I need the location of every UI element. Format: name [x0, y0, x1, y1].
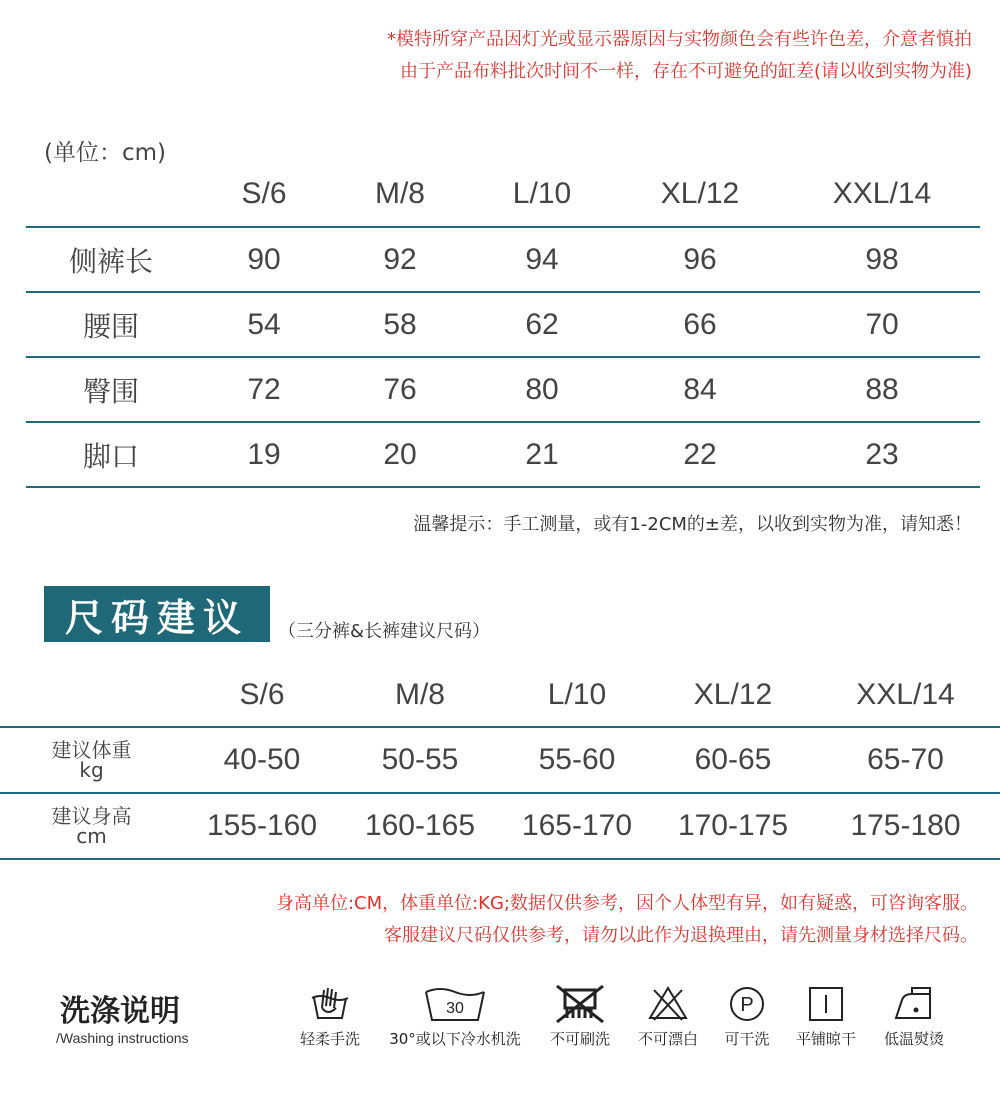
row-label [0, 793, 183, 859]
row-label: 腰围 [26, 292, 196, 357]
size-header: S/6 [196, 162, 332, 227]
table-row [26, 292, 980, 357]
table-cell: 50-55 [341, 727, 499, 793]
no-brush-icon [553, 984, 607, 1024]
table-cell: 98 [784, 227, 980, 292]
size-header: XXL/14 [811, 664, 1000, 727]
table-cell: 62 [468, 292, 616, 357]
table-cell: 22 [616, 422, 784, 487]
table-cell: 70 [784, 292, 980, 357]
table-cell: 58 [332, 292, 468, 357]
washing-subtitle: /Washing instructions [56, 1030, 189, 1046]
wash-item [292, 984, 368, 1049]
size-header: S/6 [183, 664, 341, 727]
table-cell: 88 [784, 357, 980, 422]
size-advice-banner: 尺码建议 [44, 586, 270, 642]
wash-label: 平铺晾干 [795, 1030, 856, 1048]
wash-item [632, 984, 704, 1049]
wash-label: 低温熨烫 [883, 1030, 944, 1048]
size-header: M/8 [341, 664, 499, 727]
size-header: M/8 [332, 162, 468, 227]
row-label: 侧裤长 [26, 227, 196, 292]
wash-label: 30°或以下冷水机洗 [389, 1030, 521, 1048]
table-cell: 23 [784, 422, 980, 487]
wash-label: 不可刷洗 [549, 1030, 610, 1048]
table-cell: 72 [196, 357, 332, 422]
table-row [0, 727, 1000, 793]
header-blank [26, 162, 196, 227]
wash-label: 不可漂白 [637, 1030, 698, 1048]
size-advice-subtitle: （三分裤&长裤建议尺码） [278, 621, 491, 642]
size-header: L/10 [468, 162, 616, 227]
table-row [26, 357, 980, 422]
wash-item [716, 984, 778, 1049]
table-cell: 21 [468, 422, 616, 487]
low-iron-icon [890, 984, 938, 1024]
table-cell: 66 [616, 292, 784, 357]
machine-wash-30-icon [422, 984, 488, 1024]
unit-label: (单位：cm) [44, 140, 166, 166]
table-cell: 94 [468, 227, 616, 292]
table-row [26, 422, 980, 487]
table-row [26, 227, 980, 292]
table-cell: 96 [616, 227, 784, 292]
table-cell: 170-175 [655, 793, 811, 859]
table-cell: 60-65 [655, 727, 811, 793]
dry-clean-icon [727, 984, 767, 1024]
table-cell: 80 [468, 357, 616, 422]
hand-wash-icon [308, 984, 352, 1024]
row-label-text: 建议体重 [51, 738, 132, 762]
size-disclaimer [276, 888, 978, 952]
row-label-unit: cm [76, 824, 107, 848]
washing-title: 洗涤说明 [60, 994, 180, 1029]
table-cell: 92 [332, 227, 468, 292]
table-cell: 84 [616, 357, 784, 422]
row-label: 臀围 [26, 357, 196, 422]
svg-text:P: P [740, 994, 754, 1016]
size-header: L/10 [499, 664, 655, 727]
table-cell: 40-50 [183, 727, 341, 793]
notice-line-2: 由于产品布料批次时间不一样，存在不可避免的缸差(请以收到实物为准) [399, 61, 972, 82]
recommend-table [0, 664, 1000, 860]
row-label [0, 727, 183, 793]
size-header: XXL/14 [784, 162, 980, 227]
size-header: XL/12 [616, 162, 784, 227]
wash-item [544, 984, 616, 1049]
wash-label: 可干洗 [724, 1030, 770, 1048]
table-cell: 160-165 [341, 793, 499, 859]
wash-item [790, 984, 862, 1049]
size-table [26, 162, 980, 488]
wash-item [380, 984, 530, 1049]
row-label-text: 建议身高 [51, 804, 132, 828]
color-notice [387, 24, 972, 88]
table-cell: 155-160 [183, 793, 341, 859]
row-label: 脚口 [26, 422, 196, 487]
table-cell: 175-180 [811, 793, 1000, 859]
size-header-row [26, 162, 980, 227]
table-row [0, 793, 1000, 859]
table-cell: 90 [196, 227, 332, 292]
table-cell: 65-70 [811, 727, 1000, 793]
row-label-unit: kg [79, 758, 104, 782]
no-bleach-icon [646, 984, 690, 1024]
size-header: XL/12 [655, 664, 811, 727]
header-blank [0, 664, 183, 727]
table-cell: 19 [196, 422, 332, 487]
table-cell: 55-60 [499, 727, 655, 793]
table-cell: 20 [332, 422, 468, 487]
disclaimer-line-1: 身高单位:CM，体重单位:KG;数据仅供参考，因个人体型有异，如有疑惑，可咨询客服。 [275, 893, 978, 914]
flat-dry-icon [806, 984, 846, 1024]
notice-line-1: *模特所穿产品因灯光或显示器原因与实物颜色会有些许色差，介意者慎拍 [387, 29, 972, 50]
size-header-row [0, 664, 1000, 727]
measurement-tip: 温馨提示：手工测量，或有1-2CM的±差，以收到实物为准，请知悉！ [413, 514, 972, 535]
table-cell: 76 [332, 357, 468, 422]
table-cell: 165-170 [499, 793, 655, 859]
table-cell: 54 [196, 292, 332, 357]
wash-item [878, 984, 950, 1049]
disclaimer-line-2: 客服建议尺码仅供参考，请勿以此作为退换理由，请先测量身材选择尺码。 [384, 925, 978, 946]
wash-label: 轻柔手洗 [299, 1030, 360, 1048]
svg-text:30: 30 [446, 1000, 464, 1017]
